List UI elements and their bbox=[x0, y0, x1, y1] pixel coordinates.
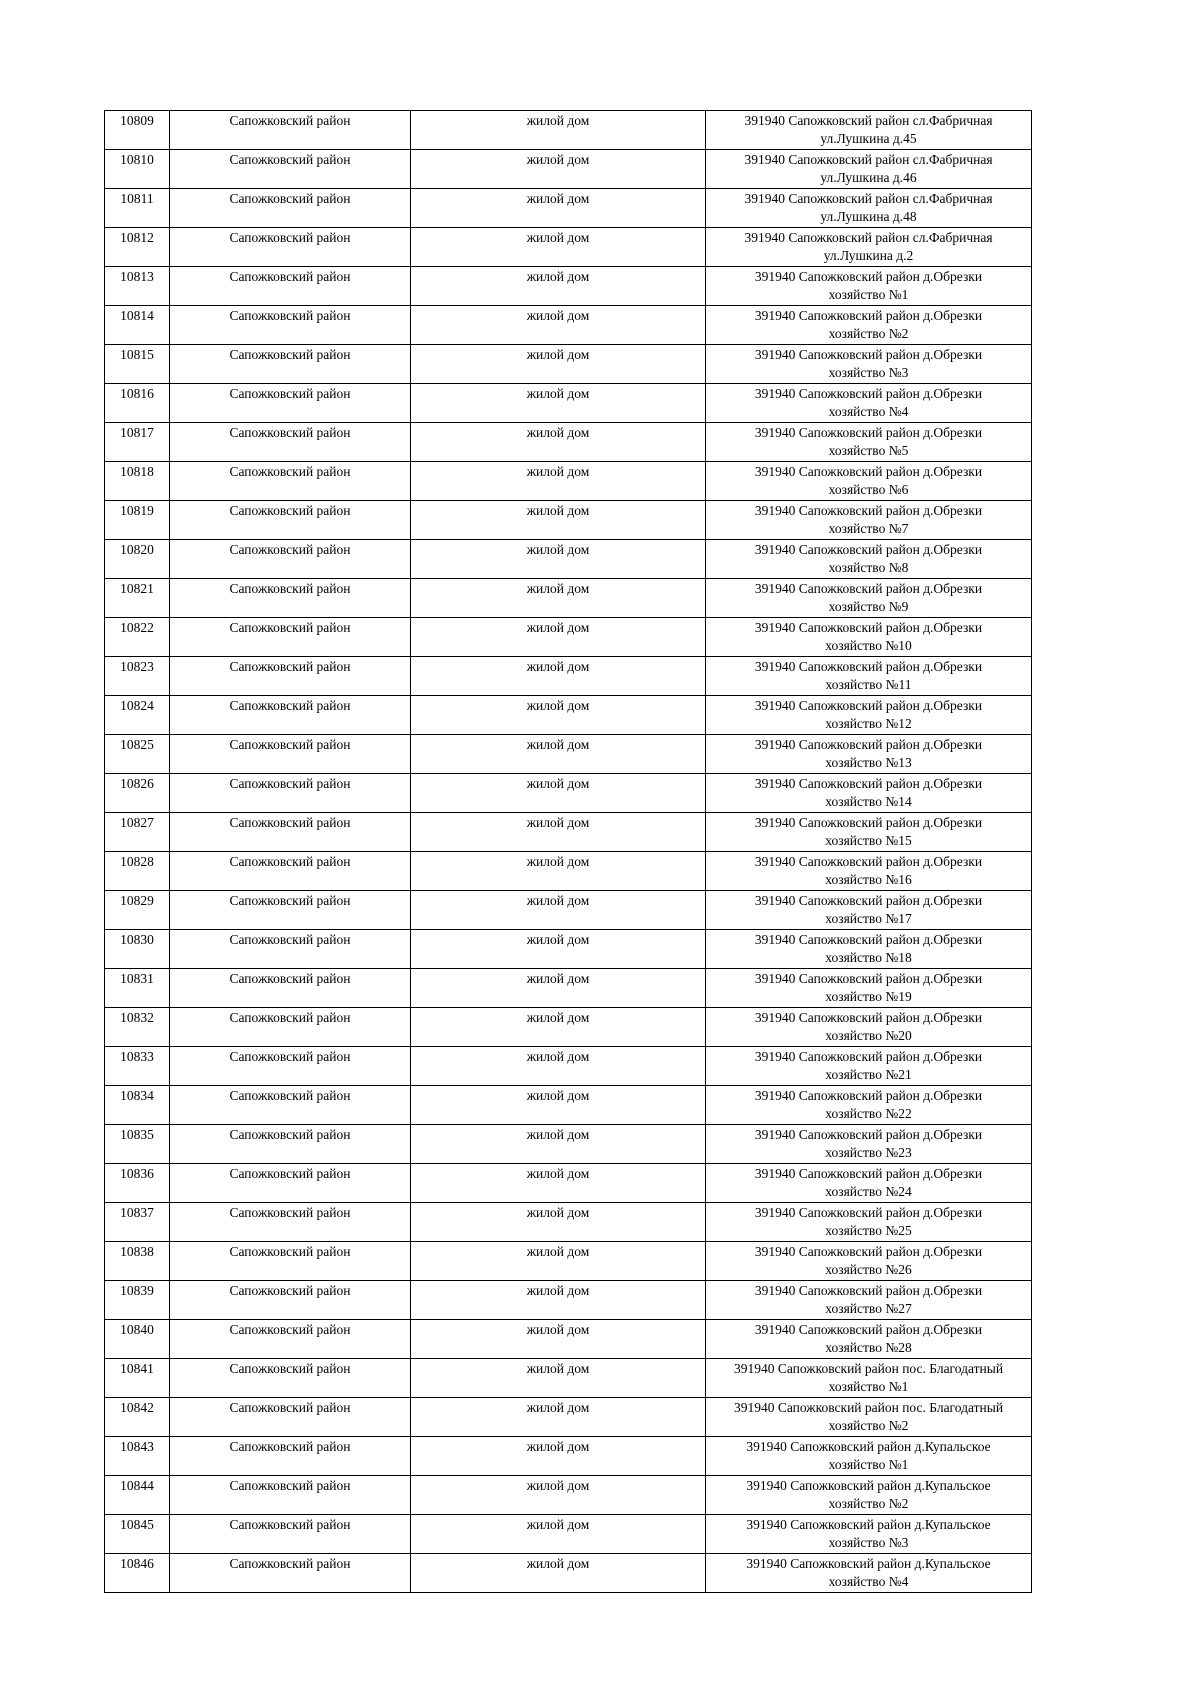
district-cell: Сапожковский район bbox=[170, 1086, 411, 1125]
address-cell bbox=[706, 618, 1032, 657]
address-line-1: 391940 Сапожковский район д.Обрезки bbox=[754, 971, 983, 986]
object-type-cell: жилой дом bbox=[411, 618, 706, 657]
address-line-1: 391940 Сапожковский район д.Обрезки bbox=[754, 1283, 983, 1298]
address-cell bbox=[706, 657, 1032, 696]
district-cell: Сапожковский район bbox=[170, 696, 411, 735]
object-type-cell: жилой дом bbox=[411, 1086, 706, 1125]
object-type-cell: жилой дом bbox=[411, 111, 706, 150]
row-number-cell: 10809 bbox=[105, 111, 170, 150]
row-number-cell: 10846 bbox=[105, 1554, 170, 1593]
address-line-1: 391940 Сапожковский район д.Обрезки bbox=[754, 893, 983, 908]
row-number-cell: 10833 bbox=[105, 1047, 170, 1086]
address-line-1: 391940 Сапожковский район д.Обрезки bbox=[754, 386, 983, 401]
table-row bbox=[105, 228, 1032, 267]
address-cell bbox=[706, 1008, 1032, 1047]
address-line-1: 391940 Сапожковский район д.Купальское bbox=[746, 1517, 991, 1532]
district-cell: Сапожковский район bbox=[170, 228, 411, 267]
address-line-1: 391940 Сапожковский район д.Обрезки bbox=[754, 347, 983, 362]
object-type-cell: жилой дом bbox=[411, 969, 706, 1008]
table-row bbox=[105, 774, 1032, 813]
address-cell bbox=[706, 267, 1032, 306]
address-cell bbox=[706, 150, 1032, 189]
table-row bbox=[105, 657, 1032, 696]
address-line-1: 391940 Сапожковский район д.Обрезки bbox=[754, 581, 983, 596]
row-number-cell: 10844 bbox=[105, 1476, 170, 1515]
table-row bbox=[105, 345, 1032, 384]
address-line-2: хозяйство №27 bbox=[825, 1301, 912, 1316]
row-number-cell: 10828 bbox=[105, 852, 170, 891]
address-cell bbox=[706, 1515, 1032, 1554]
district-cell: Сапожковский район bbox=[170, 969, 411, 1008]
address-cell bbox=[706, 1242, 1032, 1281]
address-line-1: 391940 Сапожковский район пос. Благодатный bbox=[733, 1400, 1004, 1415]
object-type-cell: жилой дом bbox=[411, 1515, 706, 1554]
district-cell: Сапожковский район bbox=[170, 1515, 411, 1554]
address-cell bbox=[706, 228, 1032, 267]
address-line-1: 391940 Сапожковский район д.Обрезки bbox=[754, 620, 983, 635]
address-cell bbox=[706, 579, 1032, 618]
row-number-cell: 10839 bbox=[105, 1281, 170, 1320]
district-cell: Сапожковский район bbox=[170, 657, 411, 696]
district-cell: Сапожковский район bbox=[170, 423, 411, 462]
address-line-1: 391940 Сапожковский район д.Обрезки bbox=[754, 464, 983, 479]
address-line-2: хозяйство №17 bbox=[825, 911, 912, 926]
district-cell: Сапожковский район bbox=[170, 501, 411, 540]
address-line-1: 391940 Сапожковский район д.Обрезки bbox=[754, 503, 983, 518]
address-cell bbox=[706, 306, 1032, 345]
address-line-1: 391940 Сапожковский район д.Обрезки bbox=[754, 659, 983, 674]
address-cell bbox=[706, 1281, 1032, 1320]
district-cell: Сапожковский район bbox=[170, 930, 411, 969]
address-line-1: 391940 Сапожковский район д.Обрезки bbox=[754, 1127, 983, 1142]
address-line-1: 391940 Сапожковский район д.Обрезки bbox=[754, 815, 983, 830]
table-row bbox=[105, 306, 1032, 345]
object-type-cell: жилой дом bbox=[411, 930, 706, 969]
address-cell bbox=[706, 852, 1032, 891]
address-line-2: хозяйство №1 bbox=[828, 1457, 909, 1472]
object-type-cell: жилой дом bbox=[411, 657, 706, 696]
address-cell bbox=[706, 462, 1032, 501]
district-cell: Сапожковский район bbox=[170, 345, 411, 384]
table-row bbox=[105, 852, 1032, 891]
table-row bbox=[105, 111, 1032, 150]
row-number-cell: 10819 bbox=[105, 501, 170, 540]
address-line-1: 391940 Сапожковский район сл.Фабричная bbox=[744, 113, 993, 128]
object-type-cell: жилой дом bbox=[411, 1164, 706, 1203]
table-row bbox=[105, 1086, 1032, 1125]
address-cell bbox=[706, 1125, 1032, 1164]
table-row bbox=[105, 1320, 1032, 1359]
district-cell: Сапожковский район bbox=[170, 1281, 411, 1320]
row-number-cell: 10815 bbox=[105, 345, 170, 384]
row-number-cell: 10829 bbox=[105, 891, 170, 930]
row-number-cell: 10812 bbox=[105, 228, 170, 267]
district-cell: Сапожковский район bbox=[170, 540, 411, 579]
address-line-1: 391940 Сапожковский район д.Купальское bbox=[746, 1439, 991, 1454]
address-line-1: 391940 Сапожковский район сл.Фабричная bbox=[744, 191, 993, 206]
object-type-cell: жилой дом bbox=[411, 189, 706, 228]
table-row bbox=[105, 1437, 1032, 1476]
district-cell: Сапожковский район bbox=[170, 1164, 411, 1203]
address-line-1: 391940 Сапожковский район д.Обрезки bbox=[754, 1244, 983, 1259]
address-cell bbox=[706, 1476, 1032, 1515]
object-type-cell: жилой дом bbox=[411, 1320, 706, 1359]
address-line-1: 391940 Сапожковский район д.Обрезки bbox=[754, 776, 983, 791]
object-type-cell: жилой дом bbox=[411, 1047, 706, 1086]
address-cell bbox=[706, 774, 1032, 813]
object-type-cell: жилой дом bbox=[411, 1125, 706, 1164]
address-cell bbox=[706, 1164, 1032, 1203]
district-cell: Сапожковский район bbox=[170, 618, 411, 657]
table-row bbox=[105, 1398, 1032, 1437]
row-number-cell: 10818 bbox=[105, 462, 170, 501]
address-line-2: хозяйство №8 bbox=[828, 560, 909, 575]
district-cell: Сапожковский район bbox=[170, 1359, 411, 1398]
address-line-2: хозяйство №7 bbox=[828, 521, 909, 536]
address-line-2: хозяйство №9 bbox=[828, 599, 909, 614]
row-number-cell: 10816 bbox=[105, 384, 170, 423]
address-line-2: хозяйство №22 bbox=[825, 1106, 912, 1121]
address-line-1: 391940 Сапожковский район д.Обрезки bbox=[754, 932, 983, 947]
table-row bbox=[105, 1281, 1032, 1320]
address-line-1: 391940 Сапожковский район д.Обрезки bbox=[754, 1166, 983, 1181]
address-line-1: 391940 Сапожковский район пос. Благодатный bbox=[733, 1361, 1004, 1376]
address-line-2: хозяйство №16 bbox=[825, 872, 912, 887]
address-line-2: хозяйство №21 bbox=[825, 1067, 912, 1082]
district-cell: Сапожковский район bbox=[170, 267, 411, 306]
object-type-cell: жилой дом bbox=[411, 1281, 706, 1320]
address-cell bbox=[706, 735, 1032, 774]
address-line-1: 391940 Сапожковский район д.Обрезки bbox=[754, 1088, 983, 1103]
object-type-cell: жилой дом bbox=[411, 891, 706, 930]
object-type-cell: жилой дом bbox=[411, 1476, 706, 1515]
row-number-cell: 10832 bbox=[105, 1008, 170, 1047]
district-cell: Сапожковский район bbox=[170, 306, 411, 345]
address-line-1: 391940 Сапожковский район д.Купальское bbox=[746, 1556, 991, 1571]
address-cell bbox=[706, 1554, 1032, 1593]
district-cell: Сапожковский район bbox=[170, 1203, 411, 1242]
object-type-cell: жилой дом bbox=[411, 1398, 706, 1437]
district-cell: Сапожковский район bbox=[170, 462, 411, 501]
address-line-1: 391940 Сапожковский район д.Обрезки bbox=[754, 737, 983, 752]
district-cell: Сапожковский район bbox=[170, 384, 411, 423]
address-line-2: хозяйство №2 bbox=[828, 1496, 909, 1511]
address-cell bbox=[706, 813, 1032, 852]
table-row bbox=[105, 735, 1032, 774]
row-number-cell: 10823 bbox=[105, 657, 170, 696]
district-cell: Сапожковский район bbox=[170, 111, 411, 150]
row-number-cell: 10834 bbox=[105, 1086, 170, 1125]
object-type-cell: жилой дом bbox=[411, 306, 706, 345]
table-row bbox=[105, 267, 1032, 306]
address-line-1: 391940 Сапожковский район д.Обрезки bbox=[754, 1010, 983, 1025]
address-line-1: 391940 Сапожковский район д.Обрезки bbox=[754, 269, 983, 284]
district-cell: Сапожковский район bbox=[170, 774, 411, 813]
address-line-2: хозяйство №2 bbox=[828, 326, 909, 341]
address-line-2: хозяйство №11 bbox=[825, 677, 912, 692]
district-cell: Сапожковский район bbox=[170, 1008, 411, 1047]
object-type-cell: жилой дом bbox=[411, 345, 706, 384]
address-cell bbox=[706, 969, 1032, 1008]
row-number-cell: 10830 bbox=[105, 930, 170, 969]
row-number-cell: 10840 bbox=[105, 1320, 170, 1359]
object-type-cell: жилой дом bbox=[411, 852, 706, 891]
address-line-1: 391940 Сапожковский район д.Обрезки bbox=[754, 425, 983, 440]
district-cell: Сапожковский район bbox=[170, 813, 411, 852]
address-line-2: хозяйство №6 bbox=[828, 482, 909, 497]
address-cell bbox=[706, 111, 1032, 150]
address-line-1: 391940 Сапожковский район сл.Фабричная bbox=[744, 230, 993, 245]
table-row bbox=[105, 1125, 1032, 1164]
row-number-cell: 10822 bbox=[105, 618, 170, 657]
address-line-2: хозяйство №2 bbox=[828, 1418, 909, 1433]
row-number-cell: 10820 bbox=[105, 540, 170, 579]
table-row bbox=[105, 1008, 1032, 1047]
address-line-2: хозяйство №18 bbox=[825, 950, 912, 965]
table-row bbox=[105, 150, 1032, 189]
address-line-2: хозяйство №15 bbox=[825, 833, 912, 848]
address-line-1: 391940 Сапожковский район д.Обрезки bbox=[754, 1049, 983, 1064]
address-line-1: 391940 Сапожковский район д.Обрезки bbox=[754, 698, 983, 713]
address-cell bbox=[706, 384, 1032, 423]
table-row bbox=[105, 540, 1032, 579]
address-cell bbox=[706, 696, 1032, 735]
object-type-cell: жилой дом bbox=[411, 462, 706, 501]
row-number-cell: 10827 bbox=[105, 813, 170, 852]
table-row bbox=[105, 1164, 1032, 1203]
district-cell: Сапожковский район bbox=[170, 1125, 411, 1164]
district-cell: Сапожковский район bbox=[170, 1398, 411, 1437]
district-cell: Сапожковский район bbox=[170, 1554, 411, 1593]
address-line-1: 391940 Сапожковский район сл.Фабричная bbox=[744, 152, 993, 167]
row-number-cell: 10845 bbox=[105, 1515, 170, 1554]
table-row bbox=[105, 1554, 1032, 1593]
object-type-cell: жилой дом bbox=[411, 696, 706, 735]
district-cell: Сапожковский район bbox=[170, 1437, 411, 1476]
table-row bbox=[105, 1359, 1032, 1398]
address-line-2: хозяйство №3 bbox=[828, 365, 909, 380]
district-cell: Сапожковский район bbox=[170, 852, 411, 891]
object-type-cell: жилой дом bbox=[411, 150, 706, 189]
address-line-2: хозяйство №14 bbox=[825, 794, 912, 809]
address-line-2: хозяйство №26 bbox=[825, 1262, 912, 1277]
address-line-2: ул.Лушкина д.46 bbox=[820, 170, 917, 185]
address-line-2: хозяйство №13 bbox=[825, 755, 912, 770]
row-number-cell: 10831 bbox=[105, 969, 170, 1008]
table-row bbox=[105, 1476, 1032, 1515]
address-line-1: 391940 Сапожковский район д.Обрезки bbox=[754, 1205, 983, 1220]
table-row bbox=[105, 813, 1032, 852]
address-cell bbox=[706, 1047, 1032, 1086]
address-line-2: хозяйство №10 bbox=[825, 638, 912, 653]
address-line-1: 391940 Сапожковский район д.Обрезки bbox=[754, 542, 983, 557]
address-line-2: хозяйство №24 bbox=[825, 1184, 912, 1199]
district-cell: Сапожковский район bbox=[170, 891, 411, 930]
object-type-cell: жилой дом bbox=[411, 1554, 706, 1593]
table-row bbox=[105, 501, 1032, 540]
address-line-2: хозяйство №28 bbox=[825, 1340, 912, 1355]
row-number-cell: 10821 bbox=[105, 579, 170, 618]
address-cell bbox=[706, 501, 1032, 540]
table-row bbox=[105, 930, 1032, 969]
object-type-cell: жилой дом bbox=[411, 1242, 706, 1281]
address-line-2: хозяйство №1 bbox=[828, 287, 909, 302]
table-row bbox=[105, 423, 1032, 462]
address-cell bbox=[706, 540, 1032, 579]
object-type-cell: жилой дом bbox=[411, 228, 706, 267]
table-row bbox=[105, 969, 1032, 1008]
address-line-1: 391940 Сапожковский район д.Обрезки bbox=[754, 308, 983, 323]
address-line-2: хозяйство №5 bbox=[828, 443, 909, 458]
table-row bbox=[105, 1203, 1032, 1242]
address-cell bbox=[706, 1320, 1032, 1359]
district-cell: Сапожковский район bbox=[170, 1320, 411, 1359]
object-type-cell: жилой дом bbox=[411, 1359, 706, 1398]
row-number-cell: 10814 bbox=[105, 306, 170, 345]
row-number-cell: 10835 bbox=[105, 1125, 170, 1164]
address-line-2: ул.Лушкина д.2 bbox=[823, 248, 914, 263]
property-registry-table bbox=[104, 110, 1032, 1593]
address-line-2: хозяйство №23 bbox=[825, 1145, 912, 1160]
table-row bbox=[105, 1047, 1032, 1086]
row-number-cell: 10842 bbox=[105, 1398, 170, 1437]
row-number-cell: 10813 bbox=[105, 267, 170, 306]
district-cell: Сапожковский район bbox=[170, 189, 411, 228]
address-line-2: хозяйство №12 bbox=[825, 716, 912, 731]
row-number-cell: 10826 bbox=[105, 774, 170, 813]
row-number-cell: 10824 bbox=[105, 696, 170, 735]
address-cell bbox=[706, 1359, 1032, 1398]
object-type-cell: жилой дом bbox=[411, 1437, 706, 1476]
object-type-cell: жилой дом bbox=[411, 579, 706, 618]
object-type-cell: жилой дом bbox=[411, 1008, 706, 1047]
address-cell bbox=[706, 1203, 1032, 1242]
district-cell: Сапожковский район bbox=[170, 1476, 411, 1515]
object-type-cell: жилой дом bbox=[411, 423, 706, 462]
address-line-2: хозяйство №20 bbox=[825, 1028, 912, 1043]
address-cell bbox=[706, 1086, 1032, 1125]
table-row bbox=[105, 189, 1032, 228]
address-line-2: хозяйство №4 bbox=[828, 1574, 909, 1589]
object-type-cell: жилой дом bbox=[411, 1203, 706, 1242]
table-row bbox=[105, 618, 1032, 657]
address-line-2: хозяйство №4 bbox=[828, 404, 909, 419]
row-number-cell: 10810 bbox=[105, 150, 170, 189]
row-number-cell: 10825 bbox=[105, 735, 170, 774]
row-number-cell: 10811 bbox=[105, 189, 170, 228]
object-type-cell: жилой дом bbox=[411, 501, 706, 540]
row-number-cell: 10837 bbox=[105, 1203, 170, 1242]
row-number-cell: 10817 bbox=[105, 423, 170, 462]
object-type-cell: жилой дом bbox=[411, 540, 706, 579]
object-type-cell: жилой дом bbox=[411, 384, 706, 423]
table-row bbox=[105, 696, 1032, 735]
address-line-2: хозяйство №25 bbox=[825, 1223, 912, 1238]
address-cell bbox=[706, 891, 1032, 930]
table-row bbox=[105, 384, 1032, 423]
address-cell bbox=[706, 345, 1032, 384]
table-row bbox=[105, 462, 1032, 501]
district-cell: Сапожковский район bbox=[170, 735, 411, 774]
district-cell: Сапожковский район bbox=[170, 1242, 411, 1281]
address-line-2: ул.Лушкина д.45 bbox=[820, 131, 917, 146]
address-cell bbox=[706, 1437, 1032, 1476]
address-cell bbox=[706, 930, 1032, 969]
district-cell: Сапожковский район bbox=[170, 1047, 411, 1086]
object-type-cell: жилой дом bbox=[411, 735, 706, 774]
object-type-cell: жилой дом bbox=[411, 267, 706, 306]
table-row bbox=[105, 891, 1032, 930]
address-cell bbox=[706, 423, 1032, 462]
registry-body bbox=[105, 111, 1032, 1593]
address-cell bbox=[706, 1398, 1032, 1437]
address-line-1: 391940 Сапожковский район д.Обрезки bbox=[754, 854, 983, 869]
row-number-cell: 10841 bbox=[105, 1359, 170, 1398]
table-row bbox=[105, 1515, 1032, 1554]
address-line-1: 391940 Сапожковский район д.Обрезки bbox=[754, 1322, 983, 1337]
district-cell: Сапожковский район bbox=[170, 579, 411, 618]
object-type-cell: жилой дом bbox=[411, 774, 706, 813]
district-cell: Сапожковский район bbox=[170, 150, 411, 189]
address-cell bbox=[706, 189, 1032, 228]
table-row bbox=[105, 579, 1032, 618]
row-number-cell: 10838 bbox=[105, 1242, 170, 1281]
object-type-cell: жилой дом bbox=[411, 813, 706, 852]
table-row bbox=[105, 1242, 1032, 1281]
row-number-cell: 10836 bbox=[105, 1164, 170, 1203]
address-line-2: хозяйство №3 bbox=[828, 1535, 909, 1550]
address-line-2: хозяйство №19 bbox=[825, 989, 912, 1004]
address-line-2: хозяйство №1 bbox=[828, 1379, 909, 1394]
address-line-1: 391940 Сапожковский район д.Купальское bbox=[746, 1478, 991, 1493]
address-line-2: ул.Лушкина д.48 bbox=[820, 209, 917, 224]
row-number-cell: 10843 bbox=[105, 1437, 170, 1476]
